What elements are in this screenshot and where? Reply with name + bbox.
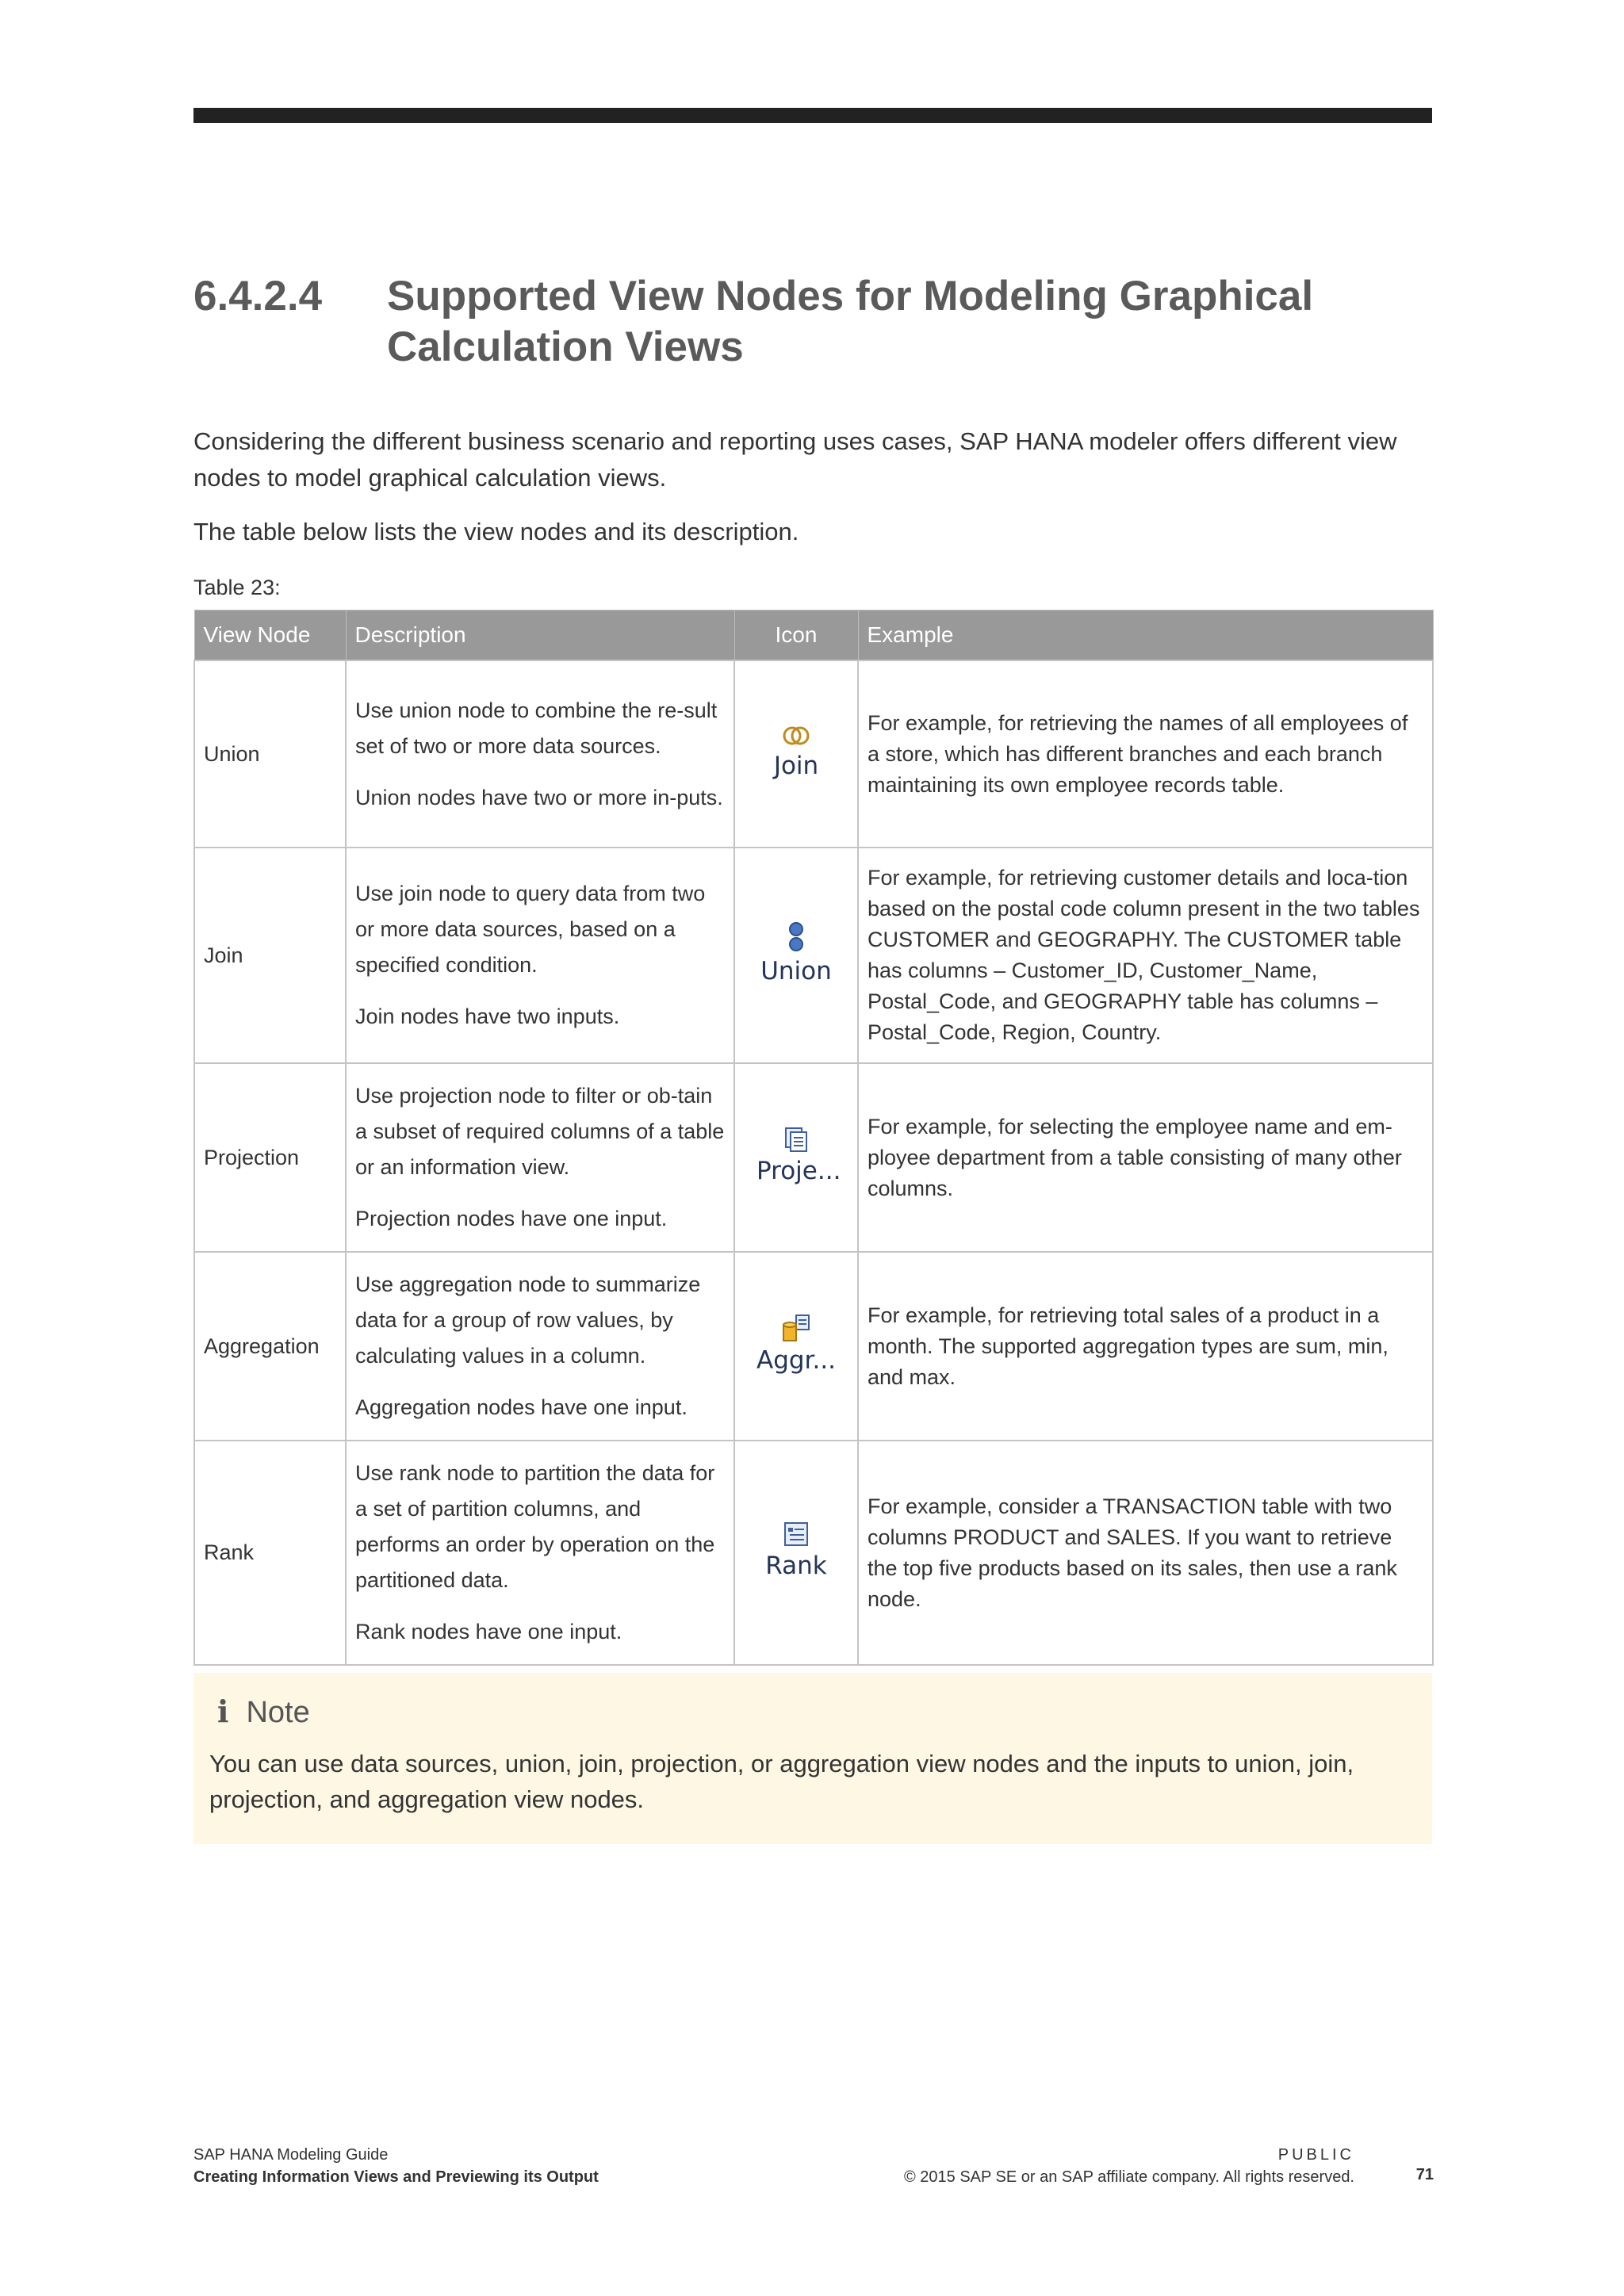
stacked-circles-glyph bbox=[787, 921, 806, 953]
document-stack-glyph bbox=[783, 1126, 810, 1153]
description-inputs: Union nodes have two or more in-puts. bbox=[355, 785, 723, 809]
header-view-node: View Node bbox=[194, 610, 346, 661]
example-cell: For example, for retrieving customer details and loca-tion based on the postal code column present in the two tables CUSTOMER and GEOGRAPHY. The CUSTOMER table has columns – Customer_ID, Customer_Name, Postal_Code, and GEOGRAPHY table has columns – Postal_Code, Region, Country. bbox=[858, 848, 1433, 1063]
database-stack-glyph bbox=[780, 1314, 812, 1342]
view-node-cell: Join bbox=[194, 848, 346, 1063]
note-title: Note bbox=[246, 1696, 310, 1729]
top-rule bbox=[193, 108, 1432, 123]
description-cell bbox=[346, 1441, 734, 1665]
table-row bbox=[194, 1063, 1433, 1252]
section-title: Supported View Nodes for Modeling Graphical Calculation Views bbox=[387, 273, 1314, 370]
section-number: 6.4.2.4 bbox=[193, 273, 323, 320]
footer-copyright: © 2015 SAP SE or an SAP affiliate company. All rights reserved. bbox=[903, 2168, 1354, 2186]
intro-paragraph-2: The table below lists the view nodes and its description. bbox=[193, 518, 799, 545]
view-nodes-table bbox=[193, 610, 1434, 1666]
icon-cell bbox=[734, 1441, 858, 1665]
description-inputs: Aggregation nodes have one input. bbox=[355, 1395, 688, 1419]
table-row bbox=[194, 1441, 1433, 1665]
icon-label: Aggr... bbox=[756, 1345, 837, 1375]
icon-cell bbox=[734, 1063, 858, 1252]
table-row bbox=[194, 660, 1433, 848]
note-header bbox=[217, 1693, 310, 1730]
icon-label: Proje... bbox=[756, 1156, 841, 1185]
icon-label: Join bbox=[773, 751, 819, 780]
note-body: You can use data sources, union, join, projection, or aggregation view nodes and the inputs to union, join, projection, and aggregation view nodes. bbox=[209, 1750, 1354, 1813]
view-node-cell: Union bbox=[194, 660, 346, 848]
header-icon: Icon bbox=[734, 610, 858, 661]
description-inputs: Rank nodes have one input. bbox=[355, 1620, 622, 1644]
table-row bbox=[194, 848, 1433, 1063]
info-icon: i bbox=[217, 1693, 229, 1729]
header-description: Description bbox=[346, 610, 734, 661]
icon-cell bbox=[734, 660, 858, 848]
projection-icon bbox=[756, 1126, 841, 1190]
join-rings-icon bbox=[756, 724, 836, 785]
footer-guide-title: SAP HANA Modeling Guide bbox=[193, 2146, 389, 2164]
intro bbox=[193, 423, 1434, 568]
footer-right bbox=[841, 2144, 1354, 2188]
table-caption: Table 23: bbox=[193, 576, 281, 599]
description-cell bbox=[346, 1252, 734, 1441]
rings-glyph bbox=[780, 724, 812, 748]
footer-classification: PUBLIC bbox=[1277, 2146, 1354, 2164]
description-cell bbox=[346, 1063, 734, 1252]
example-cell: For example, for retrieving total sales of a product in a month. The supported aggregation types are sum, min, and max. bbox=[858, 1252, 1433, 1441]
description-cell bbox=[346, 660, 734, 848]
aggregation-icon bbox=[756, 1314, 836, 1380]
table-row bbox=[194, 1252, 1433, 1441]
icon-cell bbox=[734, 1252, 858, 1441]
icon-label: Rank bbox=[765, 1552, 827, 1580]
note-box bbox=[193, 1673, 1432, 1844]
ranked-list-glyph bbox=[782, 1521, 810, 1548]
view-node-cell: Aggregation bbox=[194, 1252, 346, 1441]
union-nodes-icon bbox=[756, 921, 836, 990]
description-inputs: Projection nodes have one input. bbox=[355, 1207, 668, 1230]
description-cell bbox=[346, 848, 734, 1063]
rank-icon bbox=[756, 1521, 836, 1585]
view-node-cell: Projection bbox=[194, 1063, 346, 1252]
header-example: Example bbox=[858, 610, 1433, 661]
description-text: Use join node to query data from two or more data sources, based on a specified condition. bbox=[355, 882, 706, 977]
view-node-cell: Rank bbox=[194, 1441, 346, 1665]
description-text: Use aggregation node to summarize data for a group of row values, by calculating values in a column. bbox=[355, 1272, 701, 1368]
description-text: Use union node to combine the re-sult set of two or more data sources. bbox=[355, 698, 718, 758]
example-cell: For example, for retrieving the names of all employees of a store, which has different branches and each branch maintaining its own employee records table. bbox=[858, 660, 1433, 848]
page-number: 71 bbox=[1415, 2166, 1434, 2183]
intro-paragraph-1: Considering the different business scenario and reporting uses cases, SAP HANA modeler offers different view nodes to model graphical calculation views. bbox=[193, 427, 1397, 492]
table-header-row bbox=[194, 610, 1433, 661]
icon-cell bbox=[734, 848, 858, 1063]
description-text: Use projection node to filter or ob-tain a subset of required columns of a table or an information view. bbox=[355, 1084, 725, 1179]
icon-label: Union bbox=[760, 956, 832, 985]
description-text: Use rank node to partition the data for a set of partition columns, and performs an order by operation on the partitioned data. bbox=[355, 1461, 715, 1592]
footer-chapter: Creating Information Views and Previewing its Output bbox=[193, 2168, 599, 2186]
example-cell: For example, for selecting the employee name and em-ployee department from a table consisting of many other columns. bbox=[858, 1063, 1433, 1252]
example-cell: For example, consider a TRANSACTION table with two columns PRODUCT and SALES. If you want to retrieve the top five products based on its sales, then use a rank node. bbox=[858, 1441, 1433, 1665]
description-inputs: Join nodes have two inputs. bbox=[355, 1004, 620, 1028]
footer-left bbox=[193, 2144, 599, 2188]
